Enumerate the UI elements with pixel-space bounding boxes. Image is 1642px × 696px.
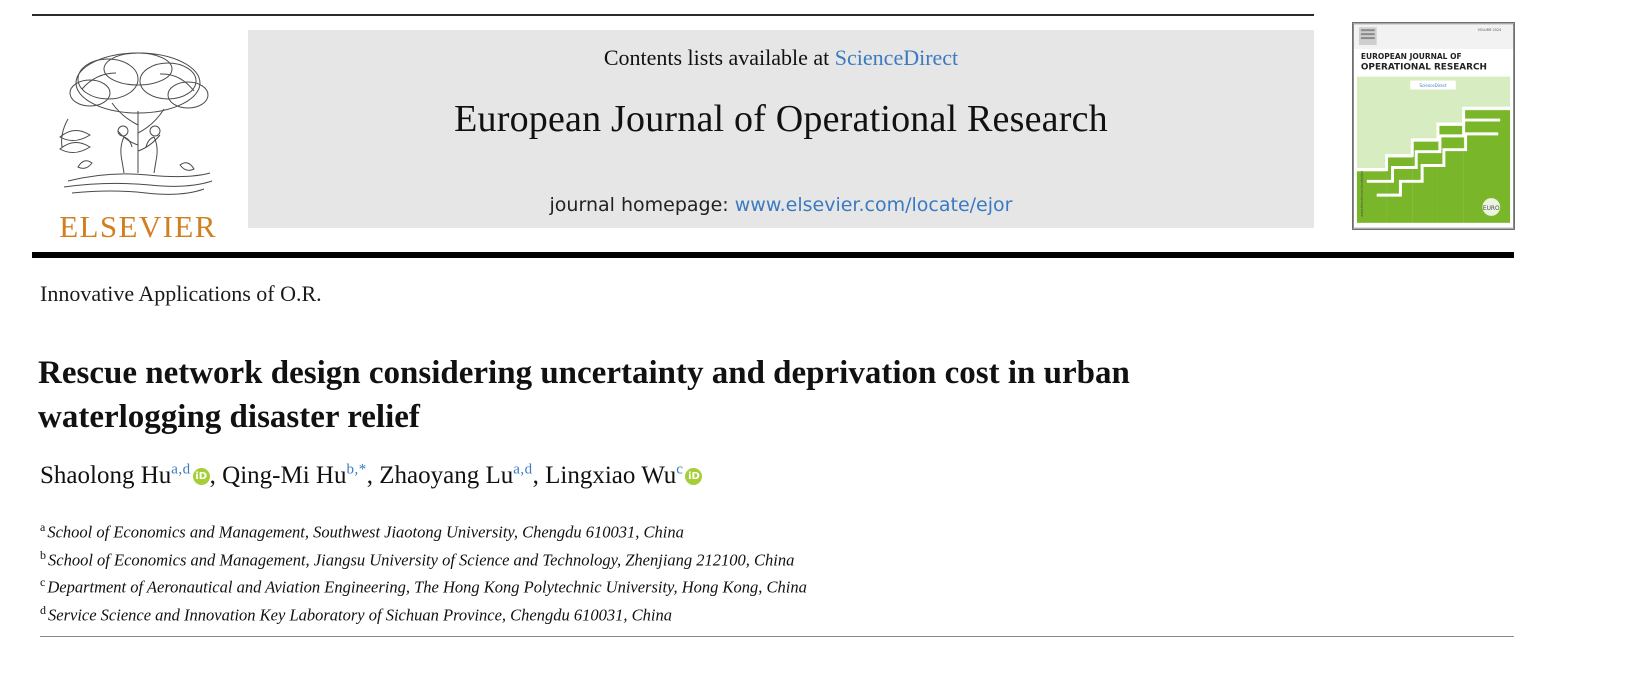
affiliation-list: [40, 518, 1360, 628]
contents-lists-prefix: Contents lists available at: [603, 45, 830, 70]
header-divider-bar: [32, 252, 1514, 258]
svg-text:VOLUME 2024: VOLUME 2024: [1477, 28, 1502, 33]
affiliation-text: School of Economics and Management, Jiangsu University of Science and Technology, Zhenjiang 212100, China: [48, 550, 795, 570]
elsevier-logo: [32, 24, 244, 242]
svg-text:EURO: EURO: [1482, 205, 1500, 212]
svg-text:EUROPEAN JOURNAL OF: EUROPEAN JOURNAL OF: [1360, 51, 1462, 61]
affiliation-mark: b: [40, 547, 46, 562]
author-affiliation-marks: c: [676, 461, 684, 478]
orcid-icon[interactable]: iD: [685, 468, 702, 485]
orcid-icon[interactable]: iD: [193, 468, 210, 485]
elsevier-wordmark: ELSEVIER: [59, 209, 217, 244]
journal-homepage-link[interactable]: www.elsevier.com/locate/ejor: [734, 194, 1013, 216]
author-separator: ,: [532, 462, 546, 489]
article-section-label: Innovative Applications of O.R.: [40, 281, 322, 306]
author-name: Shaolong Hu: [40, 462, 172, 489]
affiliation-item: [40, 601, 1360, 629]
svg-text:ScienceDirect: ScienceDirect: [1419, 82, 1447, 88]
journal-masthead: [32, 14, 1314, 242]
affiliation-mark: c: [40, 575, 46, 590]
author-entry: [379, 462, 545, 489]
contents-lists-line: [604, 44, 958, 73]
author-name: Qing-Mi Hu: [222, 462, 347, 489]
elsevier-tree-icon: [38, 41, 238, 209]
affiliation-item: [40, 573, 1360, 601]
affiliation-mark: d: [40, 602, 46, 617]
affiliation-mark: a: [40, 520, 46, 534]
author-name: Zhaoyang Lu: [379, 462, 514, 489]
author-affiliation-marks: a,d: [513, 461, 533, 478]
author-entry: [40, 462, 222, 489]
affiliation-text: Service Science and Innovation Key Laboratory of Sichuan Province, Chengdu 610031, China: [48, 605, 672, 625]
affiliation-item: [40, 518, 1360, 546]
author-entry: [222, 462, 379, 489]
masthead-top-rule: [32, 14, 1314, 16]
author-name: Lingxiao Wu: [545, 462, 677, 489]
article-header-bottom-rule: [40, 636, 1514, 637]
journal-banner: [248, 30, 1314, 228]
svg-text:OPERATIONAL RESEARCH: OPERATIONAL RESEARCH: [1360, 62, 1487, 73]
author-separator: ,: [366, 462, 380, 489]
author-list: [40, 458, 1340, 493]
svg-text:www.elsevier.com/locate/ejor: www.elsevier.com/locate/ejor: [1359, 170, 1364, 217]
affiliation-text: School of Economics and Management, Southwest Jiaotong University, Chengdu 610031, China: [47, 522, 684, 542]
journal-homepage-line: [550, 194, 1013, 216]
author-separator: ,: [209, 462, 223, 489]
article-title: Rescue network design considering uncertainty and deprivation cost in urban waterlogging disaster relief: [38, 355, 1130, 435]
journal-cover-thumbnail: [1352, 22, 1515, 230]
sciencedirect-link[interactable]: ScienceDirect: [834, 45, 959, 70]
author-affiliation-marks: a,d: [171, 461, 191, 478]
affiliation-item: [40, 546, 1360, 574]
author-affiliation-marks: b,*: [346, 461, 367, 478]
author-entry: [545, 462, 702, 489]
journal-title: European Journal of Operational Research: [454, 97, 1108, 140]
journal-cover-image: [1353, 23, 1514, 229]
journal-homepage-prefix: journal homepage:: [549, 194, 729, 216]
affiliation-text: Department of Aeronautical and Aviation Engineering, The Hong Kong Polytechnic University, Hong Kong, China: [47, 577, 807, 597]
